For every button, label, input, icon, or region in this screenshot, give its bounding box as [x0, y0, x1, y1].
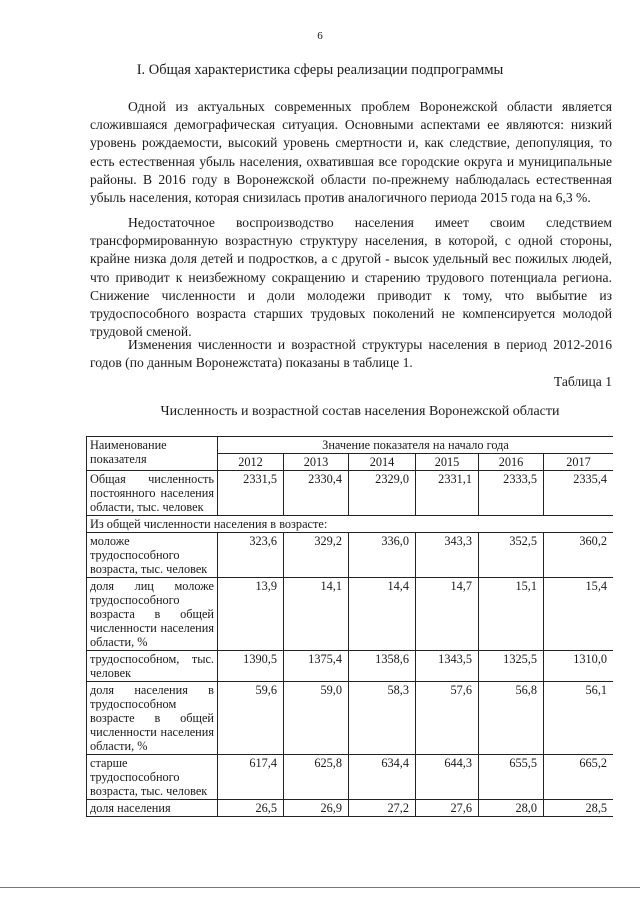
value-cell: 665,2 [544, 755, 614, 800]
value-cell: 2335,4 [544, 471, 614, 516]
table-row [87, 800, 614, 817]
value-cell: 15,4 [544, 578, 614, 651]
value-cell: 360,2 [544, 533, 614, 578]
paragraph-text: Изменения численности и возрастной структуры населения в период 2012-2016 годов (по данным Воронежстата) показаны в таблице 1. [90, 337, 612, 371]
indicator-name-cell: доля населения [87, 800, 218, 817]
value-cell: 634,4 [349, 755, 416, 800]
value-cell: 58,3 [349, 682, 416, 755]
table-label: Таблица 1 [553, 374, 612, 389]
value-cell: 1375,4 [284, 651, 349, 682]
value-cell: 617,4 [218, 755, 284, 800]
value-cell: 2329,0 [349, 471, 416, 516]
value-cell: 2333,5 [479, 471, 544, 516]
table-header-row [87, 437, 614, 454]
value-cell: 28,0 [479, 800, 544, 817]
year-header: 2017 [544, 454, 614, 471]
population-table [86, 436, 613, 817]
value-cell: 1310,0 [544, 651, 614, 682]
value-cell: 56,1 [544, 682, 614, 755]
value-cell: 343,3 [416, 533, 479, 578]
value-cell: 27,6 [416, 800, 479, 817]
value-cell: 644,3 [416, 755, 479, 800]
value-cell: 655,5 [479, 755, 544, 800]
year-header: 2016 [479, 454, 544, 471]
paragraph-demography [90, 98, 612, 207]
value-cell: 59,6 [218, 682, 284, 755]
value-cell: 14,1 [284, 578, 349, 651]
indicator-name-cell: Общая численность постоянного населения области, тыс. человек [87, 471, 218, 516]
value-cell: 1325,5 [479, 651, 544, 682]
year-header: 2015 [416, 454, 479, 471]
value-cell: 1390,5 [218, 651, 284, 682]
header-indicator-name: Наименование показателя [87, 437, 218, 471]
value-cell: 336,0 [349, 533, 416, 578]
paragraph-text: Недостаточное воспроизводство населения имеет своим следствием трансформированную возрастную структуру населения, в которой, с одной стороны, крайне низка доля детей и подростков, а с другой - высок удельный вес пожилых людей, что приводит к неизбежному сокращению и старению трудового потенциала региона. Снижение численности и доли молодежи приводит к тому, что выбытие из трудоспособного возраста старших трудовых поколений не компенсируется молодой трудовой сменой. [90, 215, 612, 340]
value-cell: 1358,6 [349, 651, 416, 682]
table-row [87, 516, 614, 533]
table-row [87, 533, 614, 578]
value-cell: 56,8 [479, 682, 544, 755]
table-row [87, 682, 614, 755]
value-cell: 14,4 [349, 578, 416, 651]
paragraph-text: Одной из актуальных современных проблем Воронежской области является сложившаяся демографическая ситуация. Основными аспектами ее являются: низкий уровень рождаемости, высокий уровень смертности и, как следствие, депопуляция, то есть естественная убыль населения, охватившая все городские округа и муниципальные районы. В 2016 году в Воронежской области по-прежнему наблюдалась естественная убыль населения, которая снизилась против аналогичного периода 2015 года на 6,3 %. [90, 99, 612, 206]
table-row [87, 651, 614, 682]
value-cell: 59,0 [284, 682, 349, 755]
paragraph-age-structure [90, 214, 612, 341]
value-cell: 57,6 [416, 682, 479, 755]
value-cell: 329,2 [284, 533, 349, 578]
value-cell: 323,6 [218, 533, 284, 578]
indicator-name-cell: моложе трудоспособного возраста, тыс. человек [87, 533, 218, 578]
value-cell: 28,5 [544, 800, 614, 817]
table-row [87, 578, 614, 651]
indicator-name-cell: старше трудоспособного возраста, тыс. человек [87, 755, 218, 800]
value-cell: 15,1 [479, 578, 544, 651]
table-subheader-cell: Из общей численности населения в возрасте: [87, 516, 614, 533]
value-cell: 27,2 [349, 800, 416, 817]
page-bottom-rule [0, 887, 640, 888]
value-cell: 14,7 [416, 578, 479, 651]
page-number: 6 [317, 30, 323, 42]
table-row [87, 471, 614, 516]
value-cell: 2330,4 [284, 471, 349, 516]
header-values: Значение показателя на начало года [218, 437, 614, 454]
population-table-wrapper [86, 436, 613, 824]
value-cell: 2331,5 [218, 471, 284, 516]
value-cell: 26,5 [218, 800, 284, 817]
indicator-name-cell: трудоспособном, тыс. человек [87, 651, 218, 682]
value-cell: 352,5 [479, 533, 544, 578]
year-header: 2013 [284, 454, 349, 471]
value-cell: 625,8 [284, 755, 349, 800]
indicator-name-cell: доля населения в трудоспособном возрасте в общей численности населения области, % [87, 682, 218, 755]
paragraph-table-intro [90, 336, 612, 372]
value-cell: 2331,1 [416, 471, 479, 516]
value-cell: 26,9 [284, 800, 349, 817]
year-header: 2014 [349, 454, 416, 471]
section-title: I. Общая характеристика сферы реализации подпрограммы [136, 62, 504, 78]
year-header: 2012 [218, 454, 284, 471]
indicator-name-cell: доля лиц моложе трудоспособного возраста в общей численности населения области, % [87, 578, 218, 651]
value-cell: 13,9 [218, 578, 284, 651]
table-row [87, 755, 614, 800]
table-title: Численность и возрастной состав населения Воронежской области [160, 404, 560, 419]
value-cell: 1343,5 [416, 651, 479, 682]
